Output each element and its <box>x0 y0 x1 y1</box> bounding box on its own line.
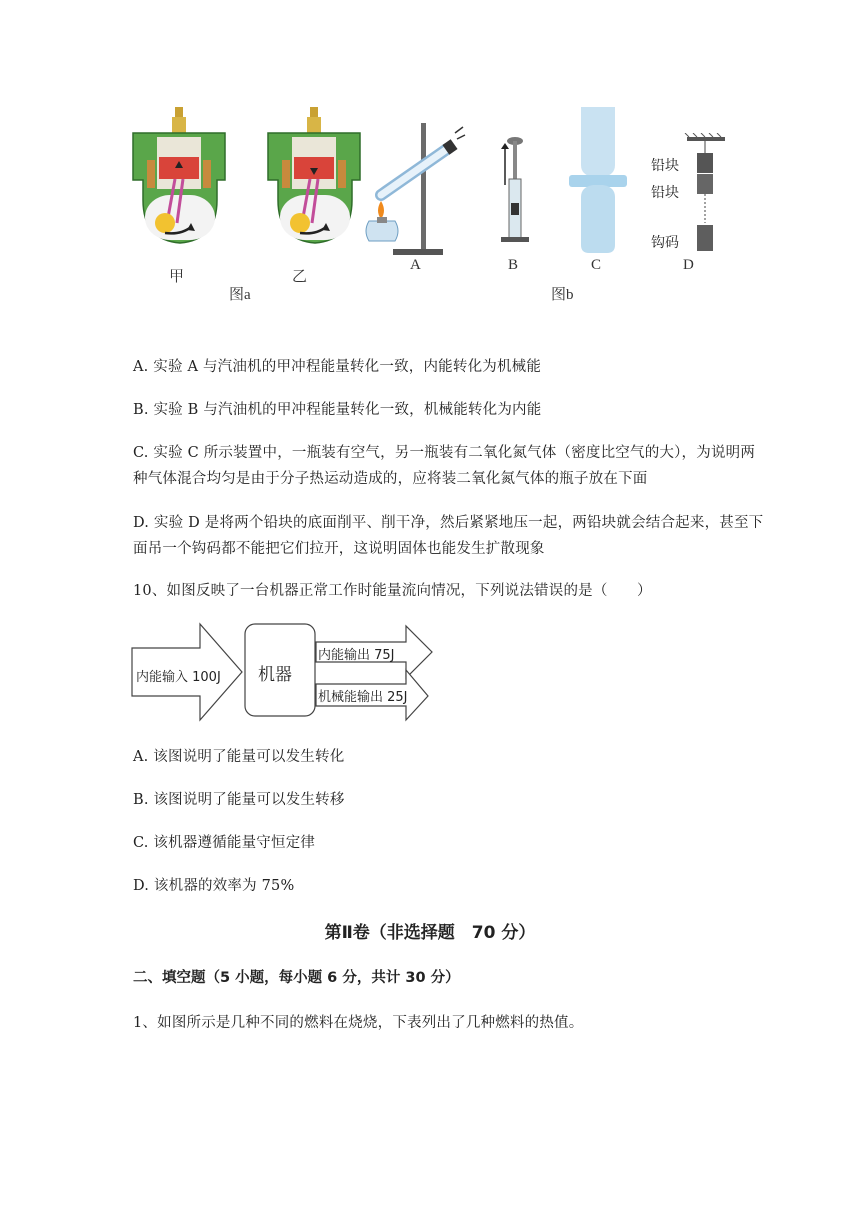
caption-figure-b: 图b <box>551 287 574 303</box>
q9-option-a: A. 实验 A 与汽油机的甲冲程能量转化一致，内能转化为机械能 <box>133 359 542 375</box>
label-jia: 甲 <box>169 269 185 285</box>
input-label: 内能输入 100J <box>136 670 221 685</box>
experiment-d-illustration <box>683 133 733 253</box>
output-internal-energy-label: 内能输出 75J <box>318 648 395 663</box>
q10-question: 10、如图反映了一台机器正常工作时能量流向情况，下列说法错误的是（ ） <box>133 583 652 599</box>
label-experiment-c: C <box>591 257 602 273</box>
section-title: 第Ⅱ卷（非选择题 70 分） <box>324 923 536 943</box>
q9-option-c-line1: C. 实验 C 所示装置中，一瓶装有空气，另一瓶装有二氧化氮气体（密度比空气的大），为说明两 <box>133 445 756 461</box>
q10-option-c: C. 该机器遵循能量守恒定律 <box>133 835 316 851</box>
experiment-a-illustration <box>355 113 470 258</box>
q9-option-c-line2: 种气体混合均匀是由于分子热运动造成的，应将装二氧化氮气体的瓶子放在下面 <box>133 471 648 487</box>
label-yi: 乙 <box>292 269 308 285</box>
label-lead-block-2: 铅块 <box>651 185 679 201</box>
label-weight: 钩码 <box>651 235 679 251</box>
figure-a <box>125 105 355 305</box>
q10-option-d: D. 该机器的效率为 75% <box>133 878 295 894</box>
experiment-c-illustration <box>563 105 633 255</box>
caption-figure-a: 图a <box>229 287 251 303</box>
figure-b <box>355 105 735 305</box>
engine-yi-illustration <box>260 105 370 275</box>
q10-option-b: B. 该图说明了能量可以发生转移 <box>133 792 345 808</box>
label-experiment-d: D <box>683 257 694 273</box>
engine-jia-illustration <box>125 105 235 275</box>
label-lead-block-1: 铅块 <box>651 158 679 174</box>
experiment-b-illustration <box>495 133 535 251</box>
section2-question-1: 1、如图所示是几种不同的燃料在烧烧，下表列出了几种燃料的热值。 <box>133 1015 584 1031</box>
machine-label: 机器 <box>258 665 292 685</box>
output-mechanical-energy-label: 机械能输出 25J <box>318 690 408 705</box>
q9-option-d-line1: D. 实验 D 是将两个铅块的底面削平、削干净，然后紧紧地压一起，两铅块就会结合起来，甚至下 <box>133 515 764 531</box>
section-subtitle: 二、填空题（5 小题，每小题 6 分，共计 30 分） <box>133 970 460 986</box>
q9-option-d-line2: 面吊一个钩码都不能把它们拉开，这说明固体也能发生扩散现象 <box>133 541 545 557</box>
label-experiment-b: B <box>508 257 519 273</box>
label-experiment-a: A <box>410 257 421 273</box>
q10-option-a: A. 该图说明了能量可以发生转化 <box>133 749 345 765</box>
energy-flow-diagram <box>130 622 440 722</box>
q9-option-b: B. 实验 B 与汽油机的甲冲程能量转化一致，机械能转化为内能 <box>133 402 542 418</box>
